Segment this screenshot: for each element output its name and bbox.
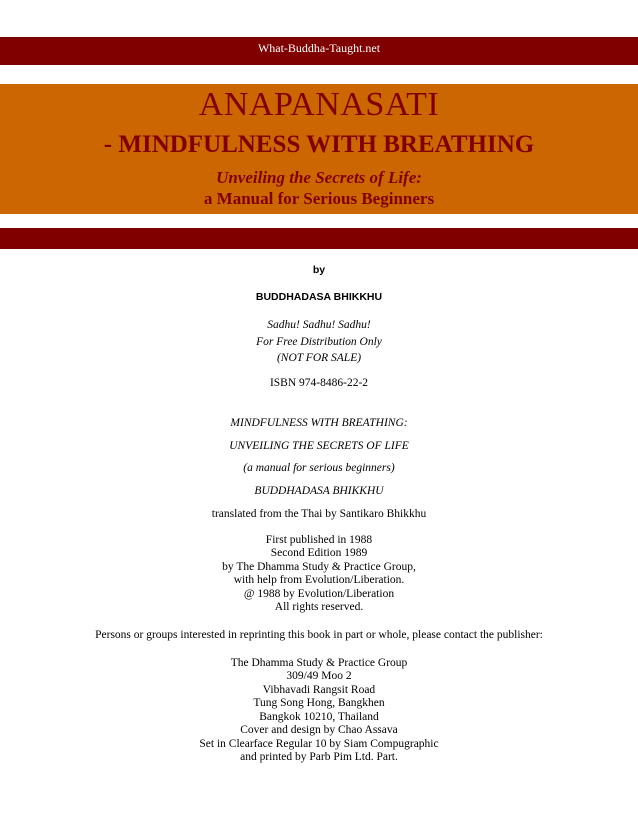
book-subtitle-line: (a manual for serious beginners) (243, 462, 395, 474)
address-line: Cover and design by Chao Assava (240, 724, 398, 736)
address-line: 309/49 Moo 2 (286, 670, 352, 682)
author-name: BUDDHADASA BHIKKHU (255, 291, 383, 303)
publication-line: First published in 1988 (265, 534, 373, 546)
isbn: ISBN 974-8486-22-2 (269, 377, 369, 389)
publication-line: Second Edition 1989 (270, 547, 368, 559)
book-tagline: Unveiling the Secrets of Life: (216, 168, 422, 187)
publication-line: @ 1988 by Evolution/Liberation (243, 588, 395, 600)
book-title-line-2: UNVEILING THE SECRETS OF LIFE (229, 440, 409, 452)
publication-line: with help from Evolution/Liberation. (233, 574, 405, 586)
translator-credit: translated from the Thai by Santikaro Bhikkhu (211, 508, 427, 520)
address-line: and printed by Parb Pim Ltd. Part. (240, 751, 398, 763)
site-name: What-Buddha-Taught.net (257, 41, 381, 55)
by-label: by (312, 264, 326, 276)
address-line: The Dhamma Study & Practice Group (230, 657, 408, 669)
book-subtitle: - MINDFULNESS WITH BREATHING (103, 131, 535, 158)
divider-band (0, 228, 638, 249)
book-title: ANAPANASATI (198, 86, 440, 123)
not-for-sale: (NOT FOR SALE) (276, 352, 362, 364)
address-line: Set in Clearface Regular 10 by Siam Compugraphic (199, 738, 439, 750)
free-distribution: For Free Distribution Only (256, 336, 382, 348)
address-line: Vibhavadi Rangsit Road (262, 684, 376, 696)
address-line: Tung Song Hong, Bangkhen (253, 697, 385, 709)
book-author-line: BUDDHADASA BHIKKHU (254, 485, 384, 497)
contact-note: Persons or groups interested in reprinting this book in part or whole, please contact the publisher: (95, 629, 543, 641)
publication-line: by The Dhamma Study & Practice Group, (222, 561, 416, 573)
book-title-line-1: MINDFULNESS WITH BREATHING: (230, 417, 408, 429)
publication-line: All rights reserved. (274, 601, 364, 613)
address-line: Bangkok 10210, Thailand (259, 711, 379, 723)
blessing: Sadhu! Sadhu! Sadhu! (267, 319, 371, 331)
book-tagline-2: a Manual for Serious Beginners (203, 189, 435, 208)
